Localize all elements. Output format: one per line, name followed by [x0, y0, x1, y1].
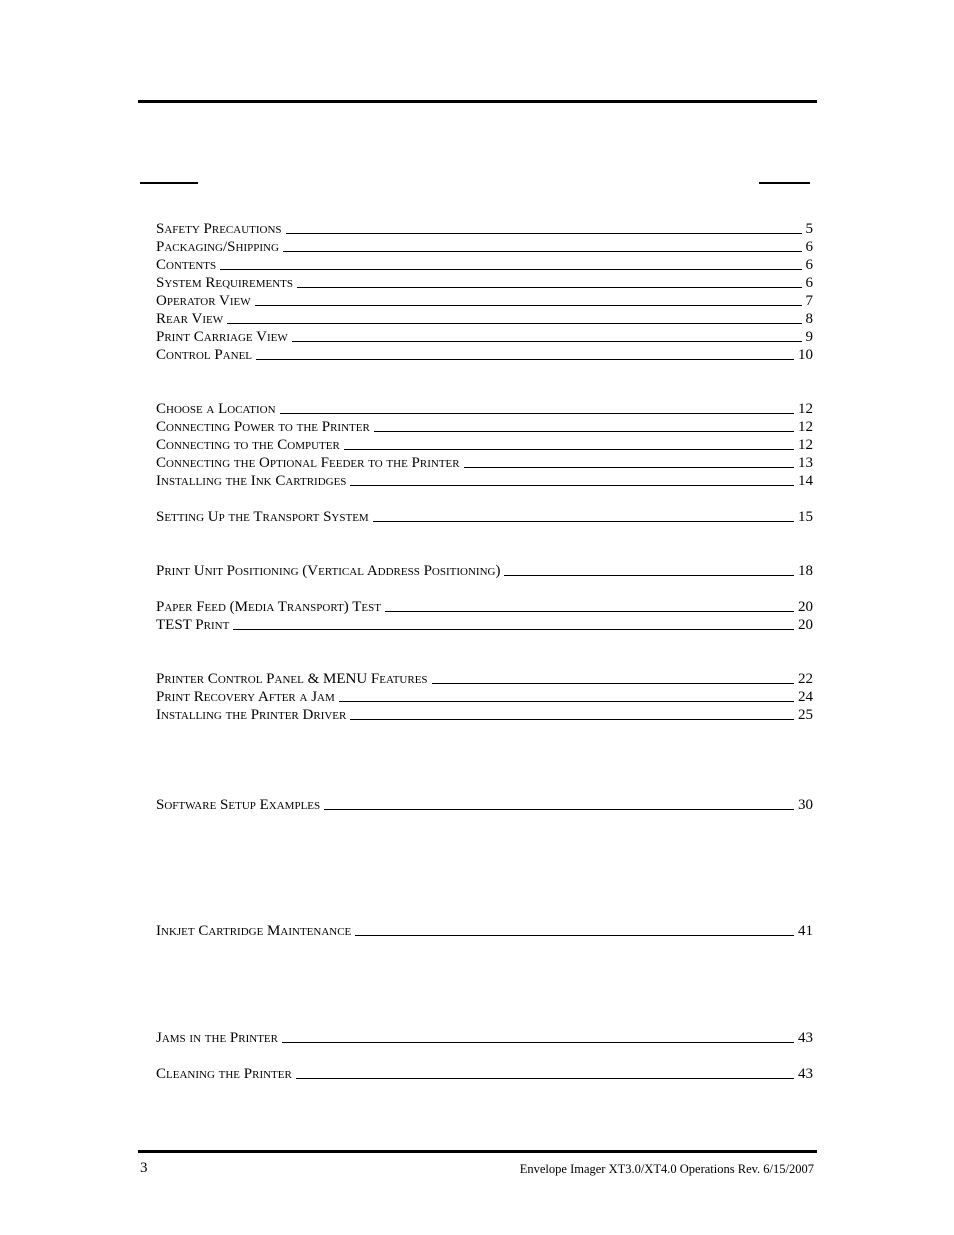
toc-title: Rear View — [156, 311, 224, 327]
toc-page: 12 — [798, 437, 813, 453]
toc-leader — [233, 629, 794, 630]
section-underline-right — [759, 182, 810, 184]
toc-entry — [156, 328, 813, 346]
toc-entry — [156, 436, 813, 454]
toc-entry — [156, 238, 813, 256]
toc-leader — [283, 251, 802, 252]
toc-title: Control Panel — [156, 347, 253, 363]
toc-title: Cleaning the Printer — [156, 1066, 292, 1082]
toc-entry — [156, 796, 813, 814]
toc-leader — [355, 935, 794, 936]
toc-page: 25 — [798, 707, 813, 723]
footer-rule — [138, 1150, 817, 1153]
toc-leader — [292, 341, 802, 342]
toc-title: Print Unit Positioning (Vertical Address Positioning) — [156, 563, 501, 579]
toc-page: 20 — [798, 617, 813, 633]
section-underline-left — [140, 182, 198, 184]
toc-title: Connecting to the Computer — [156, 437, 340, 453]
toc-entry — [156, 1065, 813, 1083]
toc-leader — [350, 485, 794, 486]
toc-entry — [156, 454, 813, 472]
toc-page: 43 — [798, 1030, 813, 1046]
toc-entry — [156, 292, 813, 310]
toc-entry — [156, 616, 813, 634]
toc-entry — [156, 472, 813, 490]
toc-title: Jams in the Printer — [156, 1030, 278, 1046]
toc-title: Operator View — [156, 293, 251, 309]
toc-page: 22 — [798, 671, 813, 687]
toc-title: Paper Feed (Media Transport) Test — [156, 599, 381, 615]
footer-document-title: Envelope Imager XT3.0/XT4.0 Operations Rev. 6/15/2007 — [519, 1162, 814, 1176]
toc-entry — [156, 1029, 813, 1047]
toc-entry — [156, 706, 813, 724]
toc-entry — [156, 346, 813, 364]
toc-title: Software Setup Examples — [156, 797, 321, 813]
toc-leader — [282, 1042, 794, 1043]
toc-leader — [385, 611, 794, 612]
header-rule — [138, 100, 817, 103]
toc-title: TEST Print — [156, 617, 230, 633]
toc-leader — [227, 323, 801, 324]
toc-page: 9 — [805, 329, 813, 345]
toc-title: Safety Precautions — [156, 221, 282, 237]
toc-title: Print Recovery After a Jam — [156, 689, 335, 705]
toc-entry — [156, 922, 813, 940]
toc-page: 15 — [798, 509, 813, 525]
toc-leader — [344, 449, 794, 450]
toc-entry — [156, 256, 813, 274]
toc-title: Choose a Location — [156, 401, 276, 417]
toc-entry — [156, 418, 813, 436]
toc-title: Installing the Printer Driver — [156, 707, 347, 723]
toc-page: 14 — [798, 473, 813, 489]
toc-entry — [156, 220, 813, 238]
toc-title: System Requirements — [156, 275, 293, 291]
toc-leader — [339, 701, 794, 702]
toc-leader — [350, 719, 794, 720]
toc-leader — [324, 809, 794, 810]
toc-page: 13 — [798, 455, 813, 471]
footer-page-number: 3 — [140, 1160, 148, 1176]
toc-leader — [220, 269, 801, 270]
toc-page: 10 — [798, 347, 813, 363]
toc-leader — [373, 521, 794, 522]
toc-entry — [156, 400, 813, 418]
toc-page: 6 — [805, 275, 813, 291]
toc-page: 7 — [805, 293, 813, 309]
toc-title: Print Carriage View — [156, 329, 288, 345]
toc-leader — [374, 431, 794, 432]
toc-page: 18 — [798, 563, 813, 579]
toc-leader — [296, 1078, 794, 1079]
toc-page: 41 — [798, 923, 813, 939]
toc-entry — [156, 310, 813, 328]
toc-leader — [256, 359, 794, 360]
toc-title: Connecting the Optional Feeder to the Printer — [156, 455, 460, 471]
toc-leader — [504, 575, 794, 576]
toc-title: Packaging/Shipping — [156, 239, 279, 255]
toc-leader — [286, 233, 802, 234]
toc-page: 12 — [798, 419, 813, 435]
toc-page: 43 — [798, 1066, 813, 1082]
toc-leader — [432, 683, 794, 684]
toc-page: 6 — [805, 239, 813, 255]
toc-entry — [156, 562, 813, 580]
toc-page: 24 — [798, 689, 813, 705]
toc-page: 8 — [805, 311, 813, 327]
toc-title: Installing the Ink Cartridges — [156, 473, 347, 489]
toc-leader — [280, 413, 794, 414]
toc-entry — [156, 598, 813, 616]
toc-entry — [156, 274, 813, 292]
toc-leader — [297, 287, 802, 288]
toc-page: 12 — [798, 401, 813, 417]
toc-page: 30 — [798, 797, 813, 813]
toc-title: Printer Control Panel & MENU Features — [156, 671, 428, 687]
toc-entry — [156, 508, 813, 526]
toc-title: Inkjet Cartridge Maintenance — [156, 923, 352, 939]
toc-title: Connecting Power to the Printer — [156, 419, 370, 435]
toc-entry — [156, 688, 813, 706]
toc-title: Setting Up the Transport System — [156, 509, 369, 525]
toc-leader — [255, 305, 802, 306]
toc-page: 6 — [805, 257, 813, 273]
toc-entry — [156, 670, 813, 688]
toc-leader — [464, 467, 794, 468]
toc-page: 20 — [798, 599, 813, 615]
toc-page: 5 — [805, 221, 813, 237]
toc-title: Contents — [156, 257, 217, 273]
